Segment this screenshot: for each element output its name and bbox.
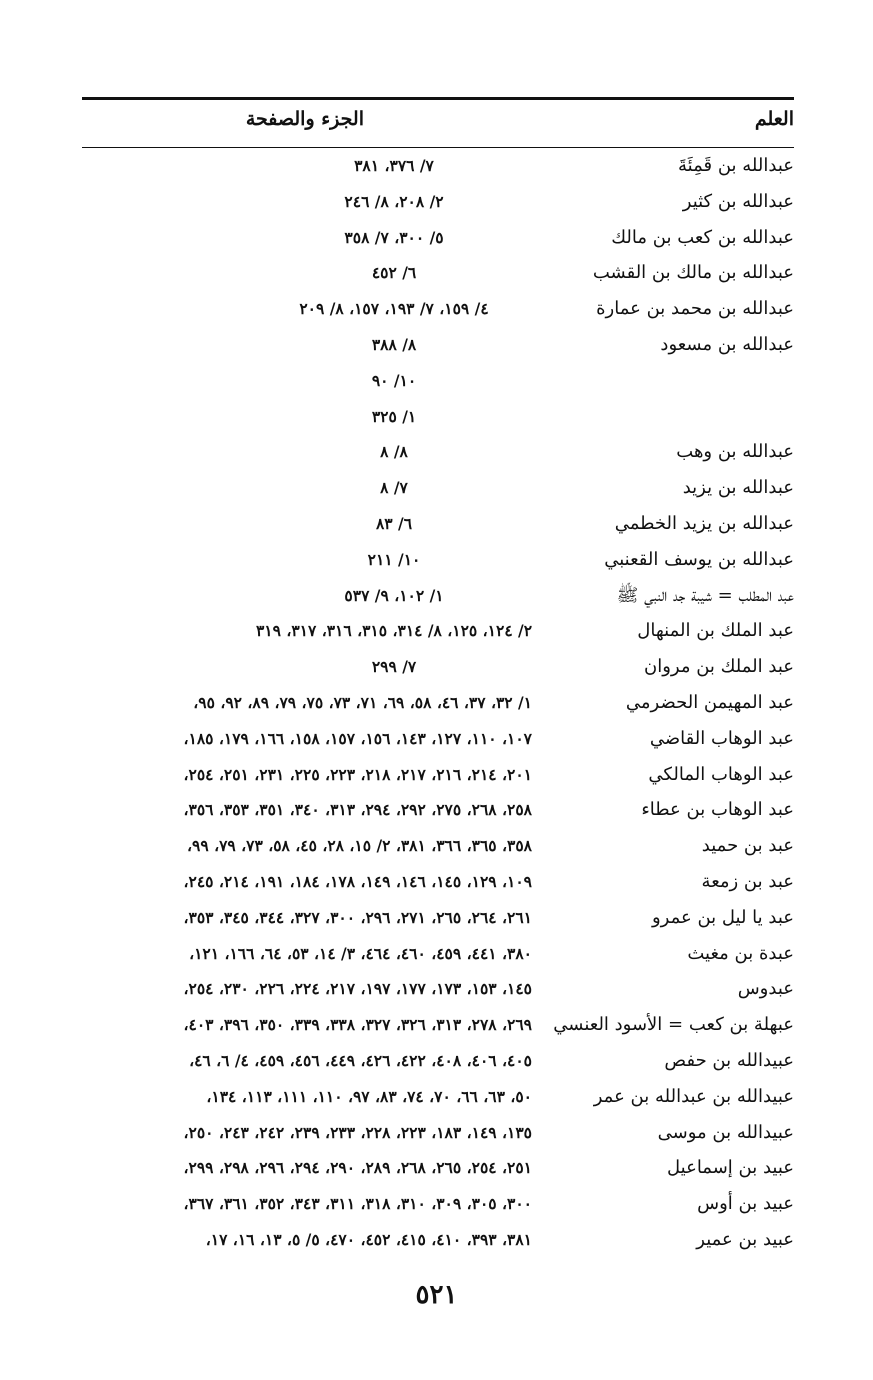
entry-name: عبد الوهاب بن عطاء (641, 799, 794, 821)
entry-name: عبد بن زمعة (701, 870, 794, 892)
table-row (82, 613, 794, 649)
table-row (82, 542, 794, 578)
entry-name: عبد المهيمن الحضرمي (625, 691, 794, 713)
entry-references: ٣٨٠، ٤٤١، ٤٥٩، ٤٦٠، ٤٦٤، ٣/ ١٤، ٥٣، ٦٤، ١٦٦، ١٢١، (189, 943, 532, 963)
table-row (82, 792, 794, 828)
entry-name: عبيد بن إسماعيل (667, 1157, 794, 1179)
entry-references: ٨/ ٣٨٨ (371, 334, 417, 354)
entry-references: ١٠/ ٩٠ (371, 370, 417, 390)
table-row (82, 506, 794, 542)
entry-references: ٢/ ٢٠٨، ٨/ ٢٤٦ (344, 191, 444, 211)
entry-references: ٤/ ١٥٩، ٧/ ١٩٣، ١٥٧، ٨/ ٢٠٩ (299, 299, 489, 319)
entry-references: ٢٦٩، ٢٧٨، ٣١٣، ٣٢٦، ٣٢٧، ٣٣٨، ٣٣٩، ٣٥٠، ٣٩٦، ٤٠٣، (183, 1015, 532, 1035)
entry-references: ٤٠٥، ٤٠٦، ٤٠٨، ٤٢٢، ٤٢٦، ٤٤٩، ٤٥٦، ٤٥٩، ٤/ ٦، ٤٦، (189, 1050, 532, 1070)
table-row (82, 1079, 794, 1115)
entry-references: ٢٥٨، ٢٦٨، ٢٧٥، ٢٩٢، ٢٩٤، ٣١٣، ٣٤٠، ٣٥١، ٣٥٣، ٣٥٦، (183, 800, 532, 820)
entry-references: ٣٠٠، ٣٠٥، ٣٠٩، ٣١٠، ٣١٨، ٣١١، ٣٤٣، ٣٥٢، ٣٦١، ٣٦٧، (183, 1194, 532, 1214)
entry-references: ٥/ ٣٠٠، ٧/ ٣٥٨ (344, 227, 444, 247)
table-row (82, 649, 794, 685)
table-row (82, 1115, 794, 1151)
table-row (82, 828, 794, 864)
entry-name: عبدالله بن قَمِئَةَ (678, 155, 794, 176)
table-row (82, 184, 794, 220)
entry-references: ٢/ ١٢٤، ١٢٥، ٨/ ٣١٤، ٣١٥، ٣١٦، ٣١٧، ٣١٩ (255, 621, 533, 641)
table-row (82, 1222, 794, 1258)
entry-name: عبيد بن أوس (697, 1193, 794, 1215)
table-header (82, 104, 794, 138)
table-row (82, 936, 794, 972)
table-row (82, 327, 794, 363)
entry-references: ١٠/ ٢١١ (367, 549, 421, 569)
entry-name: عبدوس (737, 978, 794, 1000)
table-row (82, 685, 794, 721)
entry-references: ١٠٩، ١٢٩، ١٤٥، ١٤٦، ١٤٩، ١٧٨، ١٨٤، ١٩١، ٢١٤، ٢٤٥، (183, 871, 532, 891)
table-row (82, 578, 794, 614)
entry-references: ١/ ١٠٢، ٩/ ٥٣٧ (344, 585, 444, 605)
entry-name: عبيدالله بن عبدالله بن عمر (593, 1085, 794, 1107)
entry-references: ١٠٧، ١١٠، ١٢٧، ١٤٣، ١٥٦، ١٥٧، ١٥٨، ١٦٦، ١٧٩، ١٨٥، (183, 728, 532, 748)
entry-references: ٥٠، ٦٣، ٦٦، ٧٠، ٧٤، ٨٣، ٩٧، ١١٠، ١١١، ١١٣، ١٣٤، (206, 1086, 532, 1106)
entry-references: ١/ ٣٢٥ (371, 406, 417, 426)
index-table (82, 148, 794, 1258)
entry-references: ٣٨١، ٣٩٣، ٤١٠، ٤١٥، ٤٥٢، ٤٧٠، ٥/ ٥، ١٣، ١٦، ١٧، (205, 1229, 532, 1249)
entry-references: ١٤٥، ١٥٣، ١٧٣، ١٧٧، ١٩٧، ٢١٧، ٢٢٤، ٢٢٦، ٢٣٠، ٢٥٤، (183, 979, 532, 999)
entry-name: عبد يا ليل بن عمرو (651, 906, 794, 928)
entry-name: عبيدالله بن موسى (657, 1121, 794, 1143)
entry-name: عبدة بن مغيث (687, 942, 794, 964)
table-row (82, 1043, 794, 1079)
table-row (82, 971, 794, 1007)
page-number: ٥٢١ (415, 1280, 458, 1310)
entry-name: عبدالله بن كثير (682, 190, 794, 212)
entry-name: عبدالله بن مسعود (660, 333, 794, 355)
table-row (82, 399, 794, 435)
entry-references: ٧/ ٨ (380, 478, 408, 498)
entry-references: ٢٠١، ٢١٤، ٢١٦، ٢١٧، ٢١٨، ٢٢٣، ٢٢٥، ٢٣١، ٢٥١، ٢٥٤، (183, 764, 532, 784)
entry-references: ٢٥١، ٢٥٤، ٢٦٥، ٢٦٨، ٢٨٩، ٢٩٠، ٢٩٤، ٢٩٦، ٢٩٨، ٢٩٩، (183, 1158, 532, 1178)
entry-name: عبد بن حميد (701, 835, 794, 857)
entry-name: عبهلة بن كعب = الأسود العنسي (553, 1014, 794, 1036)
entry-name: عبدالله بن مالك بن القشب (592, 262, 794, 284)
entry-references: ٧/ ٢٩٩ (371, 657, 417, 677)
entry-name: عبدالله بن يزيد الخطمي (614, 512, 794, 534)
entry-name: عبدالله بن كعب بن مالك (611, 226, 794, 248)
table-row (82, 1150, 794, 1186)
header-name-column: العلم (754, 108, 794, 130)
entry-references: ١/ ٣٢، ٣٧، ٤٦، ٥٨، ٦٩، ٧١، ٧٣، ٧٥، ٧٩، ٨٩، ٩٢، ٩٥، (193, 692, 532, 712)
table-row (82, 864, 794, 900)
entry-name: عبد الملك بن مروان (643, 656, 794, 678)
table-row (82, 255, 794, 291)
top-rule (82, 97, 794, 100)
entry-name: عبدالله بن يوسف القعنبي (604, 548, 794, 570)
entry-name: عبيد بن عمير (696, 1228, 794, 1250)
table-row (82, 1007, 794, 1043)
table-row (82, 721, 794, 757)
entry-references: ٣٥٨، ٣٦٥، ٣٦٦، ٣٨١، ٢/ ١٥، ٢٨، ٤٥، ٥٨، ٧٣، ٧٩، ٩٩، (187, 836, 532, 856)
table-row (82, 757, 794, 793)
entry-references: ٢٦١، ٢٦٤، ٢٦٥، ٢٧١، ٢٩٦، ٣٠٠، ٣٢٧، ٣٤٤، ٣٤٥، ٣٥٣، (183, 907, 532, 927)
table-row (82, 470, 794, 506)
table-row (82, 220, 794, 256)
table-row (82, 434, 794, 470)
entry-name: عبيدالله بن حفص (664, 1049, 794, 1071)
entry-name: عبد المطلب = شيبة جد النبي ﷺ (616, 584, 794, 606)
entry-references: ٧/ ٣٧٦، ٣٨١ (354, 156, 434, 175)
header-reference-column: الجزء والصفحة (245, 108, 364, 130)
table-row (82, 148, 794, 184)
entry-name: عبدالله بن محمد بن عمارة (596, 298, 794, 320)
table-row (82, 1186, 794, 1222)
entry-references: ٦/ ٤٥٢ (371, 263, 417, 283)
entry-references: ٦/ ٨٣ (375, 513, 413, 533)
entry-name: عبد الوهاب القاضي (649, 727, 794, 749)
entry-name: عبدالله بن وهب (676, 441, 794, 463)
entry-references: ١٣٥، ١٤٩، ١٨٣، ٢٢٣، ٢٢٨، ٢٣٣، ٢٣٩، ٢٤٢، ٢٤٣، ٢٥٠، (183, 1122, 532, 1142)
entry-name: عبد الوهاب المالكي (648, 763, 794, 785)
table-row (82, 291, 794, 327)
entry-name: عبدالله بن يزيد (682, 477, 794, 499)
table-row (82, 900, 794, 936)
table-row (82, 363, 794, 399)
entry-name: عبد الملك بن المنهال (637, 620, 794, 642)
entry-references: ٨/ ٨ (380, 442, 408, 462)
